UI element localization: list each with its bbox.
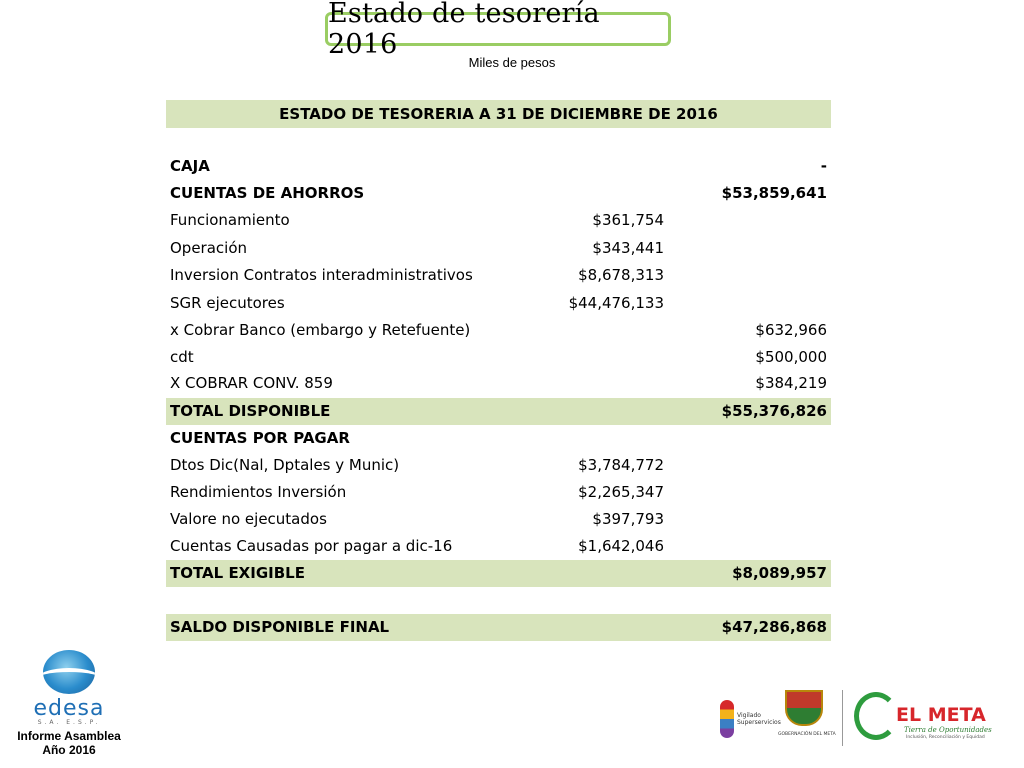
- row-label: Dtos Dic(Nal, Dptales y Munic): [170, 456, 400, 474]
- row-label: TOTAL DISPONIBLE: [170, 402, 331, 420]
- table-row: [166, 290, 831, 317]
- super-text-1: Vigilado: [737, 712, 761, 719]
- table-row: [166, 479, 831, 506]
- row-label: TOTAL EXIGIBLE: [170, 564, 305, 582]
- table-row: [166, 370, 831, 397]
- row-sub-value: $397,793: [592, 510, 664, 528]
- table-row: [166, 180, 831, 207]
- table-row: [166, 317, 831, 344]
- row-sub-value: $343,441: [592, 239, 664, 257]
- el-meta-logo: [852, 690, 992, 746]
- row-label: CUENTAS POR PAGAR: [170, 429, 350, 447]
- row-sub-value: $1,642,046: [578, 537, 664, 555]
- row-label: X COBRAR CONV. 859: [170, 374, 333, 392]
- table-row: [166, 506, 831, 533]
- edesa-suffix: S.A. E.S.P.: [37, 719, 101, 726]
- superservicios-logo: [720, 698, 780, 742]
- caption-line-1: Informe Asamblea: [17, 729, 121, 743]
- row-total-value: -: [820, 157, 827, 175]
- row-total-value: $47,286,868: [721, 618, 827, 636]
- meta-swirl-icon: [854, 692, 898, 740]
- row-sub-value: $361,754: [592, 211, 664, 229]
- table-row: [166, 614, 831, 641]
- row-label: Rendimientos Inversión: [170, 483, 347, 501]
- table-row: [166, 398, 831, 425]
- row-label: Cuentas Causadas por pagar a dic-16: [170, 537, 453, 555]
- row-label: SGR ejecutores: [170, 294, 285, 312]
- meta-tagline-2: Inclusión, Reconciliación y Equidad: [906, 735, 985, 740]
- row-sub-value: $3,784,772: [578, 456, 664, 474]
- units-subtitle: Miles de pesos: [468, 55, 556, 70]
- row-label: x Cobrar Banco (embargo y Retefuente): [170, 321, 471, 339]
- row-total-value: $384,219: [755, 374, 827, 392]
- row-total-value: $55,376,826: [721, 402, 827, 420]
- row-label: Funcionamiento: [170, 211, 290, 229]
- edesa-logo: [14, 650, 124, 765]
- gobernacion-logo: [778, 690, 836, 746]
- gobernacion-text: GOBERNACIÓN DEL META: [778, 732, 836, 737]
- row-label: CAJA: [170, 157, 210, 175]
- table-row: [166, 207, 831, 234]
- row-label: Inversion Contratos interadministrativos: [170, 266, 473, 284]
- slide-title: Estado de tesorería 2016: [328, 0, 600, 60]
- logo-divider: [842, 690, 843, 746]
- row-label: cdt: [170, 348, 194, 366]
- table-row: [166, 235, 831, 262]
- slide-title-box: [325, 0, 671, 60]
- row-total-value: $8,089,957: [732, 564, 827, 582]
- table-row: [166, 452, 831, 479]
- table-heading: ESTADO DE TESORERIA A 31 DE DICIEMBRE DE 2016: [166, 100, 831, 128]
- edesa-wordmark: edesa: [33, 696, 105, 721]
- superservicios-mark-icon: [720, 700, 734, 738]
- table-row: [166, 262, 831, 289]
- report-caption: [14, 729, 124, 757]
- coat-of-arms-icon: [785, 690, 823, 726]
- caption-line-2: Año 2016: [42, 743, 96, 757]
- row-label: Operación: [170, 239, 248, 257]
- meta-tagline: Tierra de Oportunidades: [904, 726, 992, 734]
- row-label: SALDO DISPONIBLE FINAL: [170, 618, 390, 636]
- meta-title: EL META: [896, 704, 986, 726]
- table-row: [166, 533, 831, 560]
- table-row: [166, 153, 831, 180]
- edesa-globe-icon: [43, 650, 95, 694]
- row-total-value: $632,966: [755, 321, 827, 339]
- super-text-2: Superservicios: [737, 719, 781, 726]
- table-row: [166, 344, 831, 371]
- row-sub-value: $8,678,313: [578, 266, 664, 284]
- table-row: [166, 560, 831, 587]
- row-total-value: $53,859,641: [721, 184, 827, 202]
- row-label: Valore no ejecutados: [170, 510, 327, 528]
- row-sub-value: $44,476,133: [568, 294, 664, 312]
- row-sub-value: $2,265,347: [578, 483, 664, 501]
- table-row: [166, 425, 831, 452]
- row-total-value: $500,000: [755, 348, 827, 366]
- row-label: CUENTAS DE AHORROS: [170, 184, 365, 202]
